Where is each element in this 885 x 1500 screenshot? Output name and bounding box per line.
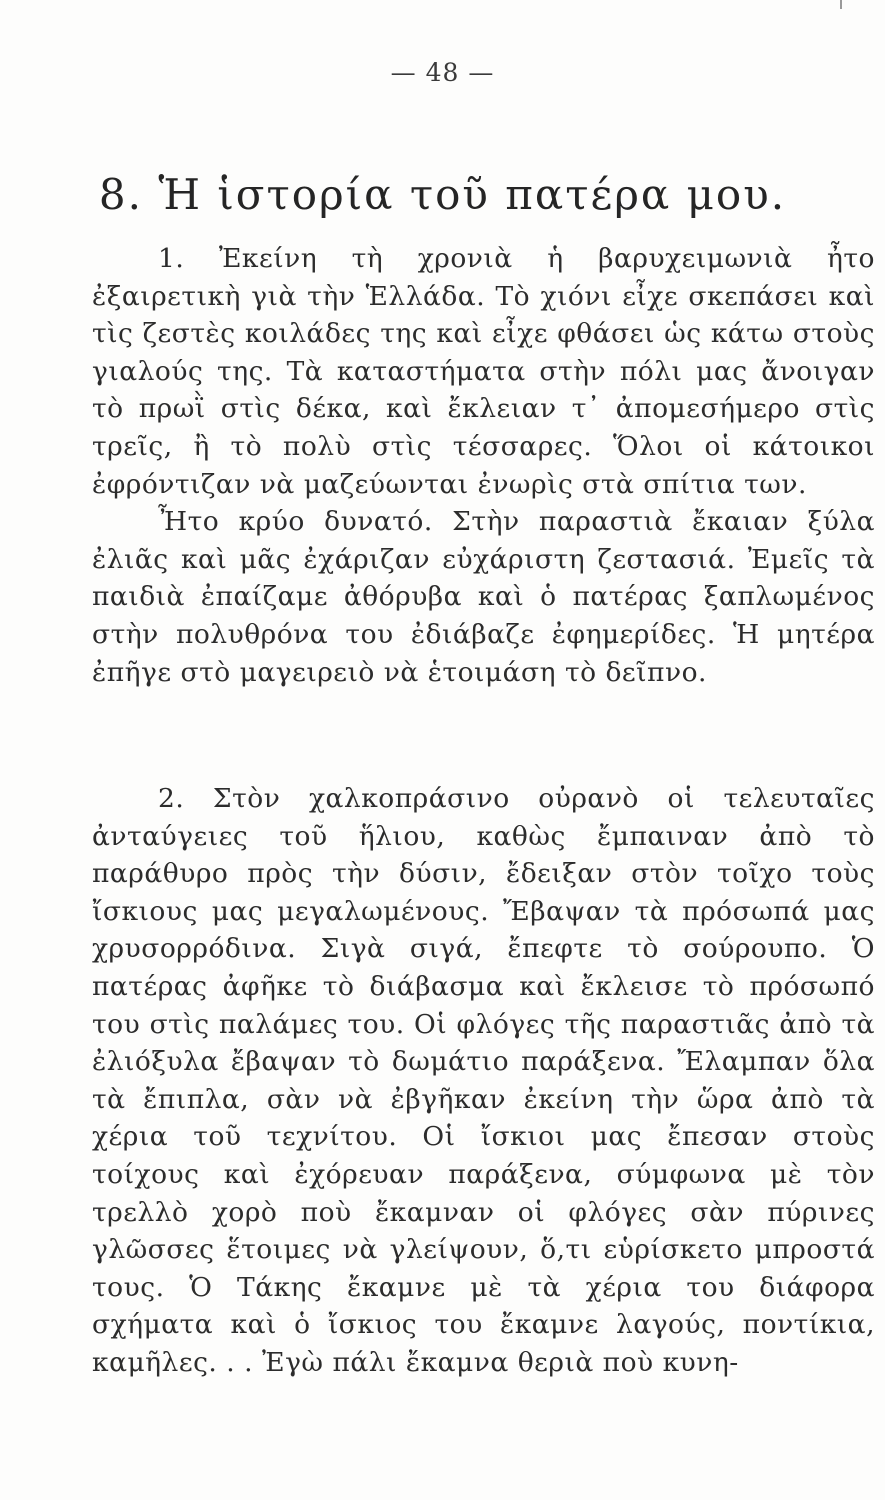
section-2 [92, 780, 875, 1382]
scan-mark [840, 0, 842, 9]
paragraph-1-2: Ἦτο κρύο δυνατό. Στὴν παραστιὰ ἔκαιαν ξύλα ἐλιᾶς καὶ μᾶς ἐχάριζαν εὐχάριστη ζεστασιά. Ἐμεῖς τὰ παιδιὰ ἐπαίζαμε ἀθόρυβα καὶ ὁ πατέρας ξαπλωμένος στὴν πολυθρόνα του ἐδιάβαζε ἐφημερίδες. Ἡ μητέρα ἐπῆγε στὸ μαγειρειὸ νὰ ἑτοιμάση τὸ δεῖπνο. [92, 506, 875, 688]
page-number: — 48 — [390, 58, 495, 87]
section-1 [92, 240, 875, 691]
chapter-title: 8. Ἡ ἱστορία τοῦ πατέρα μου. [98, 170, 787, 220]
paragraph-2-1: 2. Στὸν χαλκοπράσινο οὐρανὸ οἱ τελευταῖες ἀνταύγειες τοῦ ἥλιου, καθὼς ἔμπαιναν ἀπὸ τὸ παράθυρο πρὸς τὴν δύσιν, ἔδειξαν στὸν τοῖχο τοὺς ἴσκιους μας μεγαλωμένους. Ἔβαψαν τὰ πρόσωπά μας χρυσορρόδινα. Σιγὰ σιγά, ἔπεφτε τὸ σούρουπο. Ὁ πατέρας ἀφῆκε τὸ διάβασμα καὶ ἔκλεισε τὸ πρόσωπό του στὶς παλάμες του. Οἱ φλόγες τῆς παραστιᾶς ἀπὸ τὰ ἐλιόξυλα ἔβαψαν τὸ δωμάτιο παράξενα. Ἔλαμπαν ὅλα τὰ ἔπιπλα, σὰν νὰ ἐβγῆκαν ἐκείνη τὴν ὥρα ἀπὸ τὰ χέρια τοῦ τεχνίτου. Οἱ ἴσκιοι μας ἔπεσαν στοὺς τοίχους καὶ ἐχόρευαν παράξενα, σύμφωνα μὲ τὸν τρελλὸ χορὸ ποὺ ἔκαμναν οἱ φλόγες σὰν πύρινες γλῶσσες ἕτοιμες νὰ γλείψουν, ὅ,τι εὑρίσκετο μπροστά τους. Ὁ Τάκης ἔκαμνε μὲ τὰ χέρια του διάφορα σχήματα καὶ ὁ ἴσκιος του ἔκαμνε λαγούς, ποντίκια, καμῆλες. . . Ἐγὼ πάλι ἔκαμνα θεριὰ ποὺ κυνη- [92, 783, 875, 1378]
paragraph-1-1: 1. Ἐκείνη τὴ χρονιὰ ἡ βαρυχειμωνιὰ ἦτο ἐξαιρετικὴ γιὰ τὴν Ἑλλάδα. Τὸ χιόνι εἶχε σκεπάσει καὶ τὶς ζεστὲς κοιλάδες της καὶ εἶχε φθάσει ὡς κάτω στοὺς γιαλούς της. Τὰ καταστήματα στὴν πόλι μας ἄνοιγαν τὸ πρωῒ στὶς δέκα, καὶ ἔκλειαν τ᾽ ἀπομεσήμερο στὶς τρεῖς, ἢ τὸ πολὺ στὶς τέσσαρες. Ὅλοι οἱ κάτοικοι ἐφρόντιζαν νὰ μαζεύωνται ἐνωρὶς στὰ σπίτια των. [92, 243, 875, 500]
